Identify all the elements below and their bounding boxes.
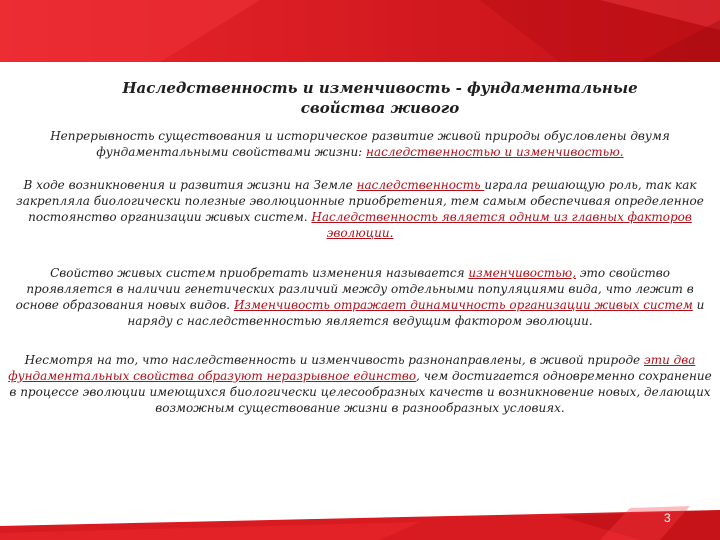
link-heredity[interactable]: наследственность [356, 178, 485, 192]
paragraph-unity [8, 352, 712, 416]
footer-banner [0, 500, 720, 540]
link-heredity-factor[interactable]: Наследственность является одним из главных факторов эволюции. [311, 210, 692, 240]
text: Несмотря на то, что наследственность и изменчивость разнонаправлены, в живой природе [24, 353, 644, 367]
text: Свойство живых систем приобретать изменения называется [50, 266, 469, 280]
header-banner [0, 0, 720, 62]
page-number: 3 [664, 511, 671, 525]
text: играла решающую роль, так как закрепляла биологически полезные эволюционные приобретения, тем самым обеспечивая определенное постоянство организации живых систем. [16, 178, 704, 224]
text: и наряду с наследственностью является ведущим фактором эволюции. [127, 298, 705, 328]
page-title: Наследственность и изменчивость - фундаментальные свойства живого [122, 79, 638, 117]
paragraph-heredity [8, 177, 712, 241]
paragraph-variability [8, 265, 712, 329]
link-variability[interactable]: изменчивостью, [468, 266, 577, 280]
link-variability-dynamics[interactable]: Изменчивость отражает динамичность организации живых систем [233, 298, 693, 312]
link-unity[interactable]: эти два фундаментальных свойства образуют неразрывное единство [8, 353, 696, 383]
text: В ходе возникновения и развития жизни на Земле [23, 178, 357, 192]
text: это свойство проявляется в наличии генетических различий между отдельными популяциями вида, что лежит в основе образования новых видов. [15, 266, 694, 312]
text: Непрерывность существования и историческое развитие живой природы обусловлены двумя фундаментальными свойствами жизни: [50, 129, 670, 159]
paragraph-intro [30, 128, 690, 160]
text: , чем достигается одновременно сохранение в процессе эволюции имеющихся биологически целесообразных качеств и возникновение новых, делающих возможным существование жизни в разнообразных условиях. [9, 369, 712, 415]
link-heredity-variability[interactable]: наследственностью и изменчивостью. [366, 145, 624, 159]
